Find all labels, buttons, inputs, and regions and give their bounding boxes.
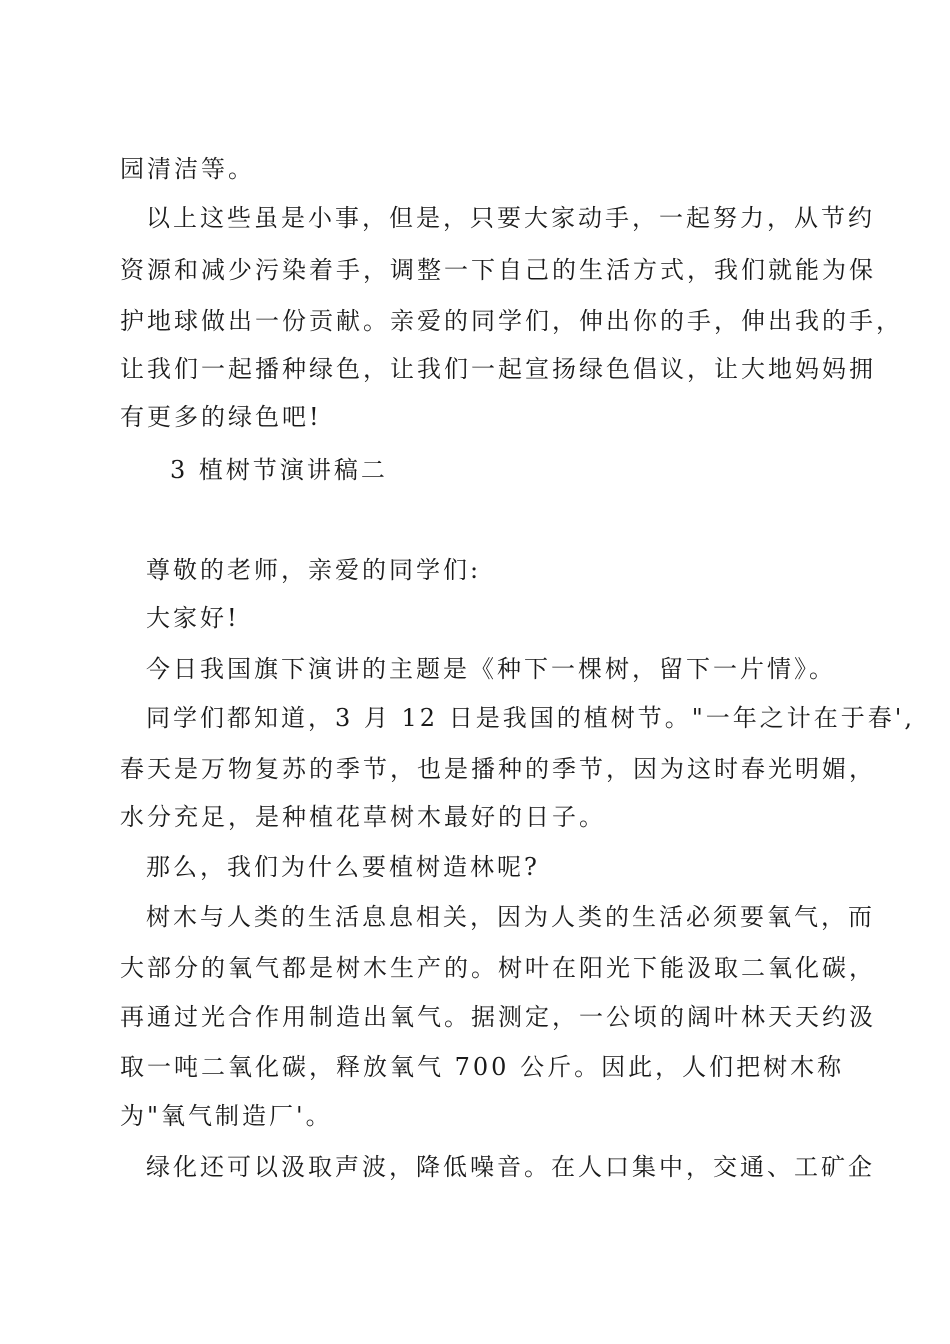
paragraph-line: 再通过光合作用制造出氧气。据测定，一公顷的阔叶林天天约汲 (120, 1003, 876, 1031)
section-heading: 3 植树节演讲稿二 (170, 456, 388, 484)
paragraph-line: 护地球做出一份贡献。亲爱的同学们，伸出你的手，伸出我的手， (120, 307, 903, 335)
paragraph-line: 园清洁等。 (120, 155, 255, 183)
paragraph-line: 那么，我们为什么要植树造林呢? (146, 853, 540, 881)
paragraph-line: 树木与人类的生活息息相关，因为人类的生活必须要氧气，而 (146, 903, 875, 931)
paragraph-line: 为"氧气制造厂'。 (120, 1102, 333, 1130)
paragraph-line: 水分充足，是种植花草树木最好的日子。 (120, 803, 606, 831)
paragraph-line: 让我们一起播种绿色，让我们一起宣扬绿色倡议，让大地妈妈拥 (120, 355, 876, 383)
paragraph-line: 尊敬的老师，亲爱的同学们: (146, 556, 482, 584)
paragraph-line: 同学们都知道，3 月 12 日是我国的植树节。"一年之计在于春', (146, 704, 915, 732)
paragraph-line: 有更多的绿色吧! (120, 403, 322, 431)
paragraph-line: 以上这些虽是小事，但是，只要大家动手，一起努力，从节约 (146, 204, 875, 232)
paragraph-line: 春天是万物复苏的季节，也是播种的季节，因为这时春光明媚， (120, 755, 876, 783)
paragraph-line: 取一吨二氧化碳，释放氧气 700 公斤。因此，人们把树木称 (120, 1053, 845, 1081)
paragraph-line: 大部分的氧气都是树木生产的。树叶在阳光下能汲取二氧化碳， (120, 954, 876, 982)
paragraph-line: 大家好! (146, 604, 240, 632)
paragraph-line: 绿化还可以汲取声波，降低噪音。在人口集中，交通、工矿企 (146, 1153, 875, 1181)
paragraph-line: 资源和减少污染着手，调整一下自己的生活方式，我们就能为保 (120, 256, 876, 284)
paragraph-line: 今日我国旗下演讲的主题是《种下一棵树，留下一片情》。 (146, 655, 836, 683)
